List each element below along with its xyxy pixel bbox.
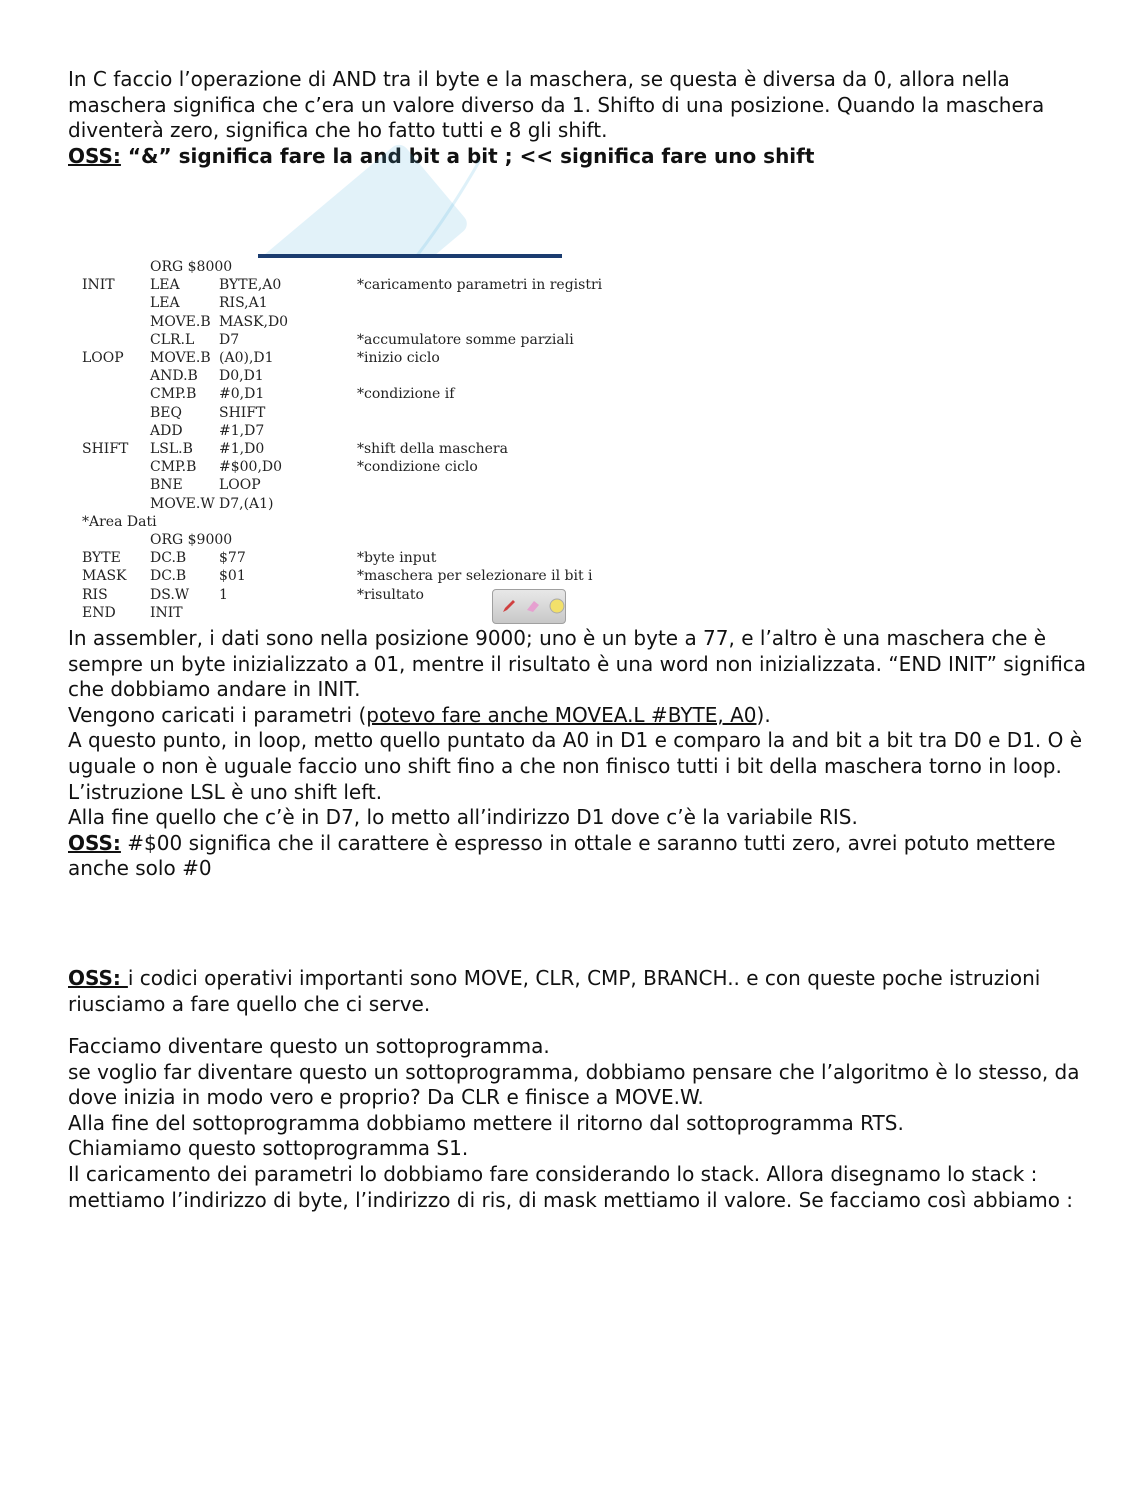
oss-note-1 (68, 144, 1098, 170)
code-opcode: INIT (150, 604, 183, 621)
subroutine-paragraph-3: Alla fine del sottoprogramma dobbiamo mettere il ritorno dal sottoprogramma RTS. (68, 1110, 904, 1135)
oss-text: #$00 significa che il carattere è espresso in ottale e saranno tutti zero, avrei potuto mettere anche solo #0 (68, 830, 1056, 881)
code-label: LOOP (82, 350, 124, 366)
code-opcode: DC.B (150, 568, 187, 585)
assembler-code-image (70, 254, 603, 624)
code-operand: $01 (219, 568, 246, 585)
oss-label: OSS: (68, 966, 128, 990)
code-operand: (A0),D1 (219, 350, 274, 366)
oss-note-2 (68, 831, 1098, 882)
code-operand: D0,D1 (219, 368, 264, 385)
oss-section (68, 966, 1098, 1017)
code-comment: *maschera per selezionare il bit i (357, 568, 593, 585)
code-operand: BYTE,A0 (219, 277, 282, 294)
code-opcode: LSL.B (150, 441, 193, 457)
code-comment: *inizio ciclo (357, 350, 440, 366)
code-opcode: MOVE.B (150, 313, 211, 330)
code-opcode: LEA (150, 295, 180, 312)
d7-paragraph: Alla fine quello che c’è in D7, lo metto all’indirizzo D1 dove c’è la variabile RIS. (68, 805, 858, 830)
highlighter-icon[interactable] (549, 598, 565, 614)
code-operand: SHIFT (219, 404, 266, 421)
code-operand: D7 (219, 331, 240, 348)
code-comment: *accumulatore somme parziali (357, 331, 574, 348)
intro-section (68, 67, 1098, 169)
code-label: END (82, 604, 116, 621)
code-operand: LOOP (219, 477, 261, 494)
code-comment: *byte input (357, 550, 437, 567)
code-label: BYTE (82, 550, 121, 567)
oss-text: “&” significa fare la and bit a bit ; << significa fare uno shift (120, 143, 815, 168)
code-opcode: MOVE.B (150, 350, 211, 366)
code-opcode: BNE (150, 477, 183, 494)
pen-icon[interactable] (501, 598, 517, 614)
params-paragraph (68, 703, 1098, 729)
code-comment: *condizione ciclo (357, 459, 478, 476)
eraser-icon[interactable] (525, 598, 541, 614)
subroutine-paragraph-5: Il caricamento dei parametri lo dobbiamo fare considerando lo stack. Allora disegnamo lo stack : mettiamo l’indirizzo di byte, l’indirizzo di ris, di mask mettiamo il valore. Se facciamo così abbiamo : (68, 1161, 1074, 1212)
assembler-explanation (68, 626, 1098, 882)
loop-paragraph: A questo punto, in loop, metto quello puntato da A0 in D1 e comparo la and bit a bit tra D0 e D1. O è uguale o non è uguale faccio uno shift fino a che non finisco tutti i bit della maschera torno in loop. (68, 728, 1083, 778)
subroutine-paragraph-2: se voglio far diventare questo un sottoprogramma, dobbiamo pensare che l’algoritmo è lo stesso, da dove inizia in modo vero e proprio? Da CLR e finisce a MOVE.W. (68, 1059, 1080, 1110)
oss-text: i codici operativi importanti sono MOVE, CLR, CMP, BRANCH.. e con queste poche istruzioni riusciamo a fare quello che ci serve. (68, 966, 1041, 1016)
code-operand: #$00,D0 (219, 459, 283, 476)
params-text-end: ). (756, 702, 771, 727)
code-operand: D7,(A1) (219, 495, 274, 512)
code-operand: RIS,A1 (219, 295, 268, 312)
code-opcode: DC.B (150, 550, 187, 567)
subroutine-paragraph-4: Chiamiamo questo sottoprogramma S1. (68, 1136, 469, 1161)
subroutine-paragraph-1: Facciamo diventare questo un sottoprogramma. (68, 1034, 550, 1058)
subroutine-section (68, 1034, 1098, 1213)
code-operand: MASK,D0 (219, 313, 289, 330)
code-opcode: LEA (150, 277, 180, 294)
code-opcode: BEQ (150, 404, 182, 421)
code-opcode: CMP.B (150, 386, 197, 403)
code-opcode: ORG $8000 (150, 259, 233, 275)
code-label: INIT (82, 277, 115, 294)
code-opcode: CMP.B (150, 459, 197, 476)
lsl-paragraph: L’istruzione LSL è uno shift left. (68, 779, 383, 804)
code-operand: 1 (219, 586, 228, 603)
code-opcode: ORG $9000 (150, 532, 233, 548)
code-opcode: MOVE.W (150, 495, 215, 512)
code-comment: *shift della maschera (357, 441, 508, 457)
code-label: RIS (82, 586, 108, 603)
code-opcode: ADD (150, 422, 183, 439)
code-top-bar (258, 254, 562, 258)
code-operand: $77 (219, 550, 246, 567)
movea-note: potevo fare anche MOVEA.L #BYTE, A0 (366, 702, 757, 727)
code-comment: *risultato (357, 586, 424, 603)
oss-label: OSS: (68, 143, 121, 168)
code-opcode: DS.W (150, 586, 190, 603)
code-comment: *condizione if (357, 386, 455, 403)
code-opcode: CLR.L (150, 331, 195, 348)
code-operand: #0,D1 (219, 386, 265, 403)
code-operand: #1,D7 (219, 422, 265, 439)
params-text-start: Vengono caricati i parametri ( (68, 702, 367, 727)
data-area-paragraph: In assembler, i dati sono nella posizione 9000; uno è un byte a 77, e l’altro è una maschera che è sempre un byte inizializzato a 01, mentre il risultato è una word non inizializzata. “END INIT” significa che dobbiamo andare in INIT. (68, 626, 1087, 702)
oss-label: OSS: (68, 830, 121, 855)
code-label: *Area Dati (82, 513, 157, 530)
code-label: SHIFT (82, 441, 129, 457)
intro-paragraph: In C faccio l’operazione di AND tra il byte e la maschera, se questa è diversa da 0, allora nella maschera significa che c’era un valore diverso da 1. Shifto di una posizione. Quando la maschera diventerà zero, significa che ho fatto tutti e 8 gli shift. (68, 67, 1045, 143)
code-operand: #1,D0 (219, 441, 265, 457)
annotation-toolbar[interactable] (492, 589, 566, 624)
code-label: MASK (82, 568, 127, 585)
code-comment: *caricamento parametri in registri (357, 277, 603, 294)
code-opcode: AND.B (150, 368, 198, 385)
oss-note-3 (68, 966, 1098, 1017)
